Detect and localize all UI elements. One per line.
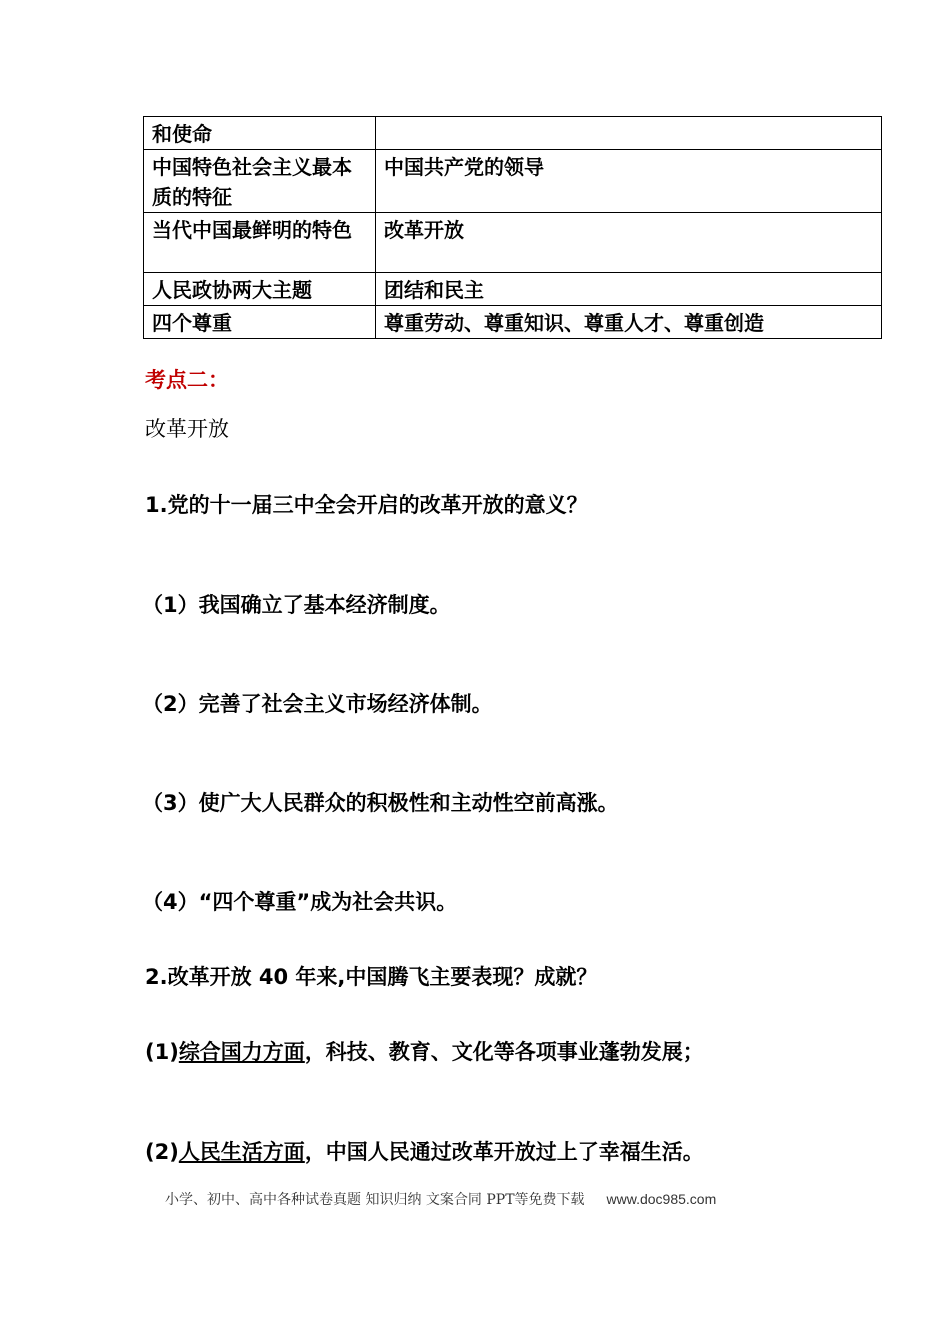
answer-item: （3）使广大人民群众的积极性和主动性空前高涨。	[142, 791, 619, 815]
answer-item: （2）完善了社会主义市场经济体制。	[142, 692, 493, 716]
table-cell-value: 改革开放	[376, 213, 882, 273]
table-row	[144, 213, 882, 273]
achievement-item	[145, 1137, 704, 1167]
table-row	[144, 150, 882, 213]
table-cell-label: 人民政协两大主题	[144, 273, 376, 306]
item-text: ，中国人民通过改革开放过上了幸福生活。	[304, 1140, 704, 1164]
table-cell-value	[376, 117, 882, 150]
table-cell-value: 中国共产党的领导	[376, 150, 882, 213]
answer-item: （1）我国确立了基本经济制度。	[142, 593, 451, 617]
item-text: ，科技、教育、文化等各项事业蓬勃发展；	[304, 1040, 704, 1064]
table-cell-value: 团结和民主	[376, 273, 882, 306]
section-topic: 改革开放	[145, 417, 229, 441]
item-category: 综合国力方面	[178, 1040, 305, 1064]
item-number: (2)	[145, 1140, 179, 1164]
question-1: 1.党的十一届三中全会开启的改革开放的意义？	[145, 493, 588, 517]
page-footer	[165, 1189, 716, 1209]
table-cell-label: 和使命	[144, 117, 376, 150]
item-category: 人民生活方面	[178, 1140, 305, 1164]
item-number: (1)	[145, 1040, 179, 1064]
section-heading: 考点二：	[145, 368, 229, 392]
question-2: 2.改革开放 40 年来,中国腾飞主要表现？成就？	[145, 965, 598, 989]
footer-link[interactable]: www.doc985.com	[606, 1191, 717, 1207]
table-row	[144, 117, 882, 150]
achievement-item	[145, 1037, 704, 1067]
summary-table	[143, 116, 882, 339]
footer-text: 小学、初中、高中各种试卷真题 知识归纳 文案合同 PPT等免费下载	[165, 1192, 585, 1208]
table-cell-label: 四个尊重	[144, 306, 376, 339]
table-cell-label: 当代中国最鲜明的特色	[144, 213, 376, 273]
table-row	[144, 273, 882, 306]
table-row	[144, 306, 882, 339]
table-cell-value: 尊重劳动、尊重知识、尊重人才、尊重创造	[376, 306, 882, 339]
table-cell-label: 中国特色社会主义最本质的特征	[144, 150, 376, 213]
answer-item: （4）“四个尊重”成为社会共识。	[142, 890, 458, 914]
